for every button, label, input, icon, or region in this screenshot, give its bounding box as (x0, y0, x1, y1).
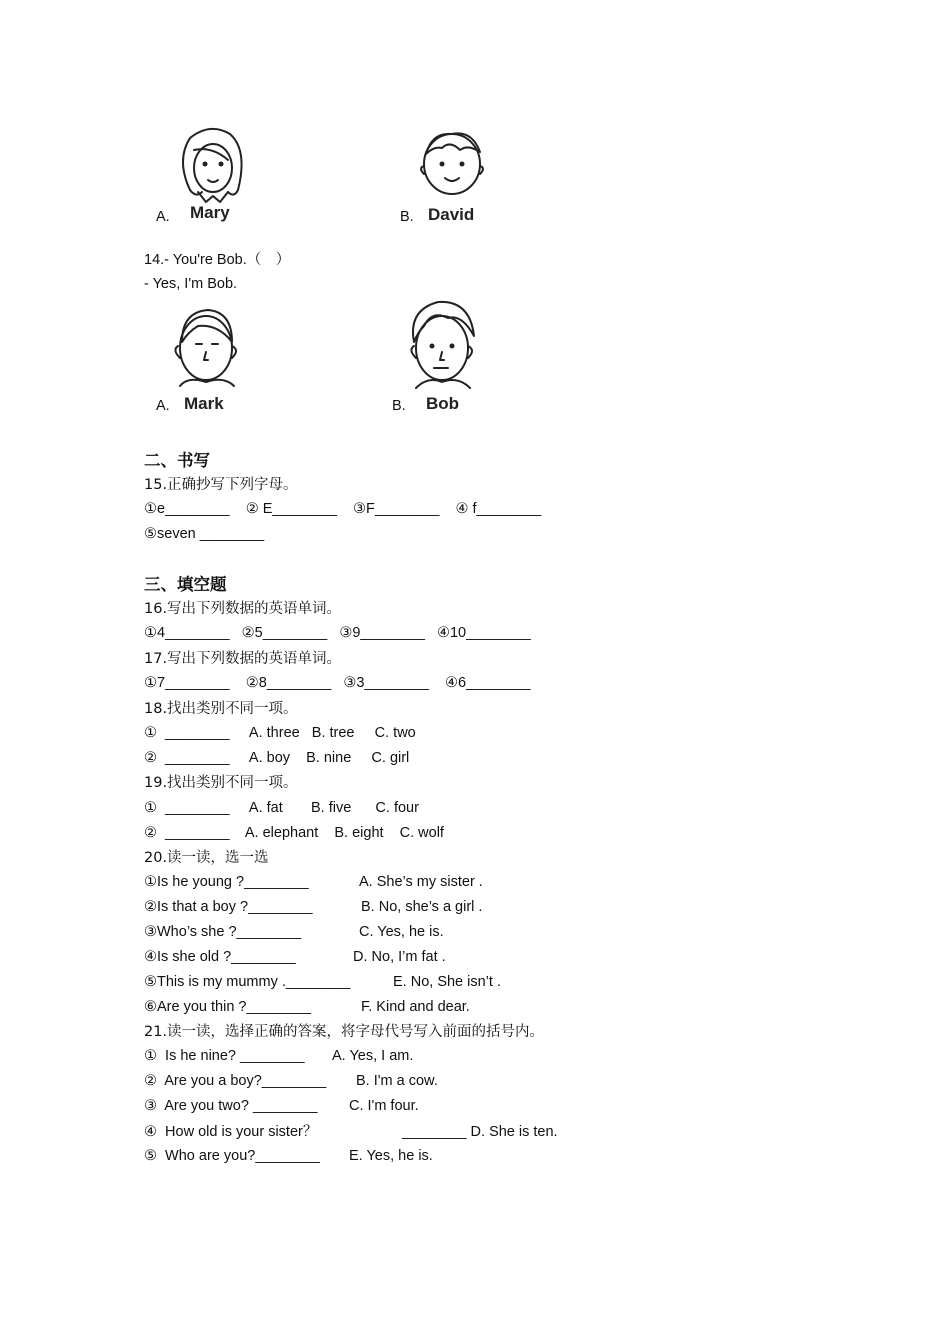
q21-row-5-choice: E. Yes, he is. (349, 1148, 433, 1164)
q20-row-4-choice: D. No, I’m fat . (353, 949, 446, 965)
q13-mary-picture (168, 120, 258, 225)
q14-option-a-letter: A. (156, 398, 170, 414)
q20-row-2-choice: B. No, she’s a girl . (361, 899, 483, 915)
q15-line-2: ⑤seven ________ (144, 526, 265, 542)
q14-mark-picture (168, 302, 258, 417)
q18-line-1: ① ________ A. three B. tree C. two (144, 725, 416, 741)
q15-prompt: 15.正确抄写下列字母。 (144, 477, 298, 493)
q21-row-3-question: ③ Are you two? ________ (144, 1098, 318, 1114)
q13-option-b-letter: B. (400, 209, 414, 225)
section3-heading: 三、填空题 (144, 575, 227, 594)
q21-row-2-question: ② Are you a boy?________ (144, 1073, 327, 1089)
q14-question: 14.- You're Bob.（ ） (144, 252, 291, 268)
q20-row-3-question: ③Who’s she ?________ (144, 924, 302, 940)
q21-row-2-choice: B. I'm a cow. (356, 1073, 438, 1089)
q14-bob-picture (402, 296, 492, 416)
q20-row-1-question: ①Is he young ?________ (144, 874, 309, 890)
q18-line-2: ② ________ A. boy B. nine C. girl (144, 750, 410, 766)
q13-mary-caption: Mary (190, 203, 230, 222)
q21-row-1-question: ① Is he nine? ________ (144, 1048, 305, 1064)
q21-row-5-question: ⑤ Who are you?________ (144, 1148, 320, 1164)
q20-row-4-question: ④Is she old ?________ (144, 949, 296, 965)
q19-line-1: ① ________ A. fat B. five C. four (144, 800, 419, 816)
section2-heading: 二、书写 (144, 451, 210, 470)
q14-answer-line: - Yes, I'm Bob. (144, 276, 238, 292)
q13-david-picture (412, 122, 502, 227)
q21-row-4-question: ④ How old is your sister？ (144, 1124, 318, 1140)
q16-prompt: 16.写出下列数据的英语单词。 (144, 601, 342, 617)
q20-row-1-choice: A. She’s my sister . (359, 874, 483, 890)
q20-row-6-question: ⑥Are you thin ?________ (144, 999, 311, 1015)
q21-prompt: 21.读一读，选择正确的答案，将字母代号写入前面的括号内。 (144, 1024, 545, 1040)
q19-line-2: ② ________ A. elephant B. eight C. wolf (144, 825, 444, 841)
q20-row-2-question: ②Is that a boy ?________ (144, 899, 313, 915)
q14-mark-caption: Mark (184, 394, 224, 413)
q20-row-5-question: ⑤This is my mummy .________ (144, 974, 351, 990)
q20-row-6-choice: F. Kind and dear. (361, 999, 470, 1015)
q20-row-3-choice: C. Yes, he is. (359, 924, 444, 940)
q20-prompt: 20.读一读，选一选 (144, 850, 269, 866)
q13-david-caption: David (428, 205, 475, 224)
q14-bob-caption: Bob (426, 394, 460, 413)
q21-row-1-choice: A. Yes, I am. (332, 1048, 414, 1064)
q19-prompt: 19.找出类别不同一项。 (144, 775, 298, 791)
q21-row-4-choice: ________ D. She is ten. (402, 1124, 558, 1140)
q16-line: ①4________ ②5________ ③9________ ④10________ (144, 625, 531, 641)
q21-row-3-choice: C. I'm four. (349, 1098, 419, 1114)
q13-option-a-letter: A. (156, 209, 170, 225)
q18-prompt: 18.找出类别不同一项。 (144, 701, 298, 717)
q14-option-b-letter: B. (392, 398, 406, 414)
q15-line-1: ①e________ ② E________ ③F________ ④ f________ (144, 501, 542, 517)
q17-prompt: 17.写出下列数据的英语单词。 (144, 651, 342, 667)
q20-row-5-choice: E. No, She isn’t . (393, 974, 501, 990)
q17-line: ①7________ ②8________ ③3________ ④6________ (144, 675, 531, 691)
